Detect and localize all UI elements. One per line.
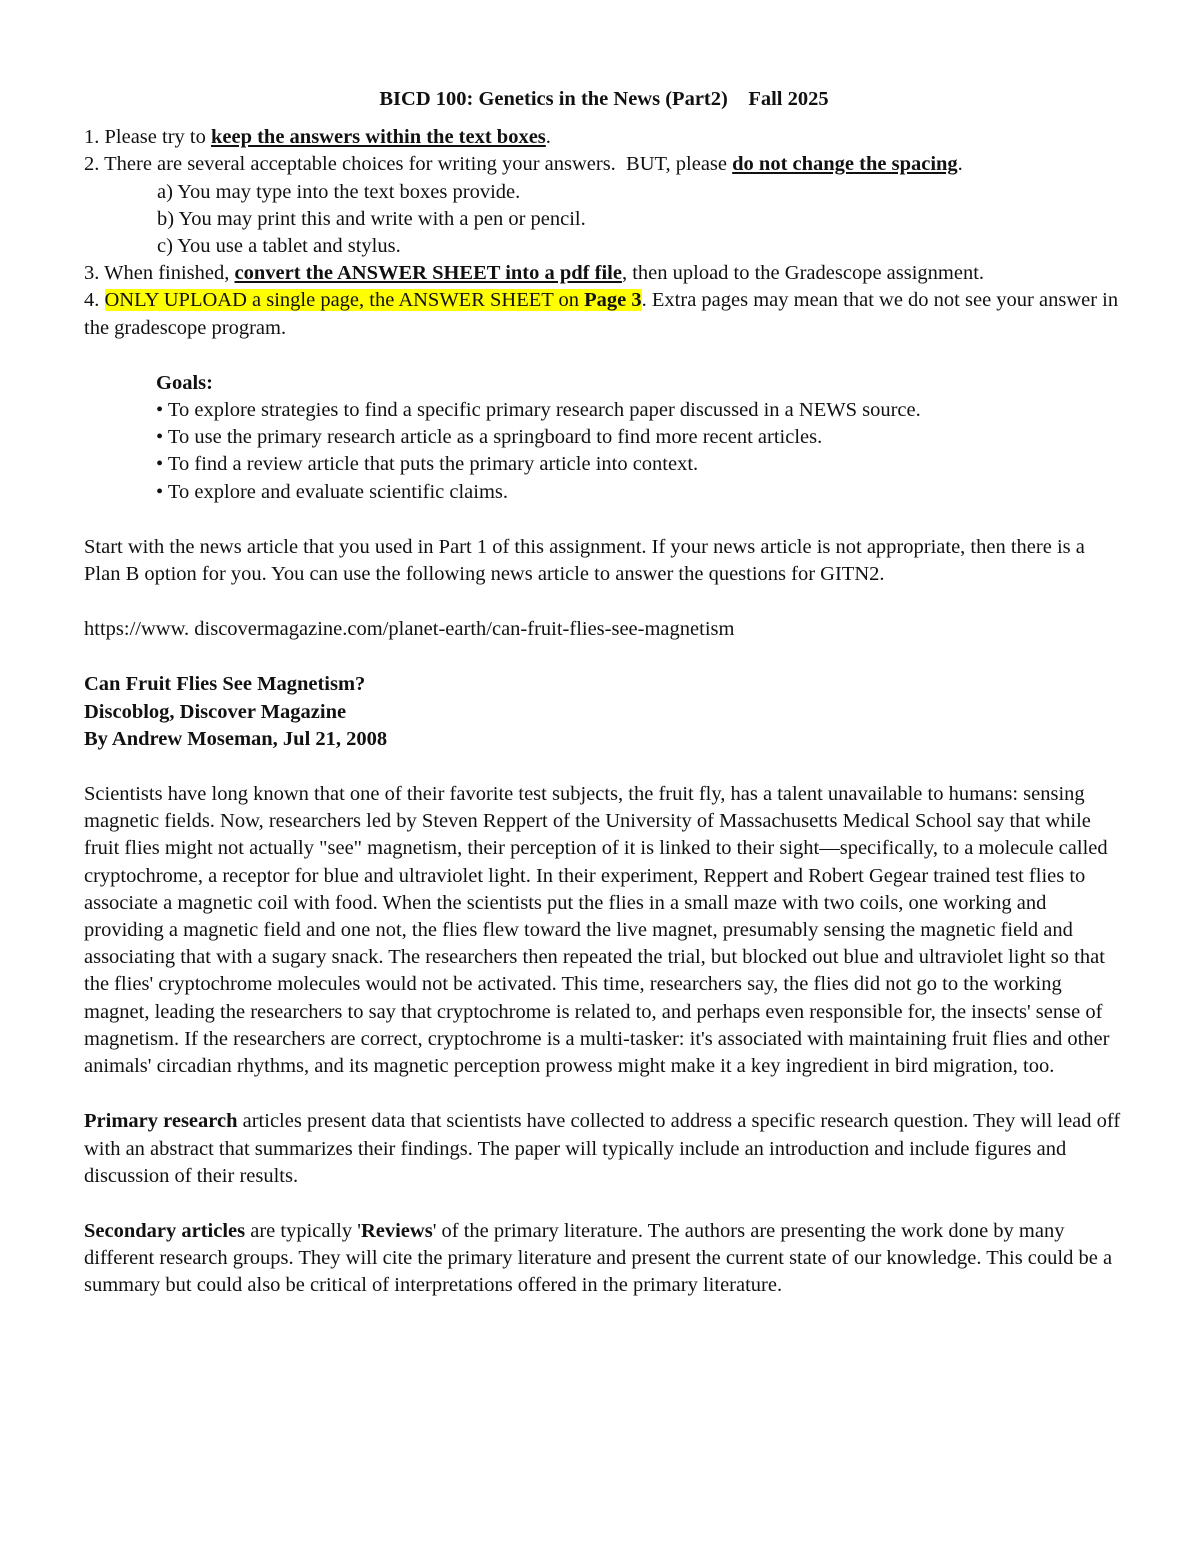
goals-heading: Goals: (156, 371, 213, 394)
instruction-1-end: . (545, 126, 551, 149)
instruction-4 (84, 287, 1124, 341)
instruction-1-emphasis: keep the answers within the text boxes (210, 126, 546, 149)
primary-research-text: articles present data that scientists have collected to address a specific research question. They will lead off with an abstract that summarizes their findings. The paper will typically include an introduction and include figures and discussion of their results. (84, 1110, 1121, 1187)
goal-item: • To use the primary research article as a springboard to find more recent articles. (156, 426, 823, 449)
secondary-articles-text: ' of the primary literature. The authors are presenting the work done by many different research groups. They will cite the primary literature and present the current state of our knowledge. This could be a summary but could also be critical of interpretations offered in the primary literature. (84, 1219, 1113, 1297)
primary-research-paragraph (84, 1108, 1124, 1190)
goal-item: • To explore and evaluate scientific claims. (156, 480, 509, 503)
instruction-3-emphasis: convert the ANSWER SHEET into a pdf file (234, 262, 622, 285)
option-a: a) You may type into the text boxes provide. (157, 180, 521, 203)
instruction-1 (84, 124, 1124, 151)
instruction-4-highlight-text: ONLY UPLOAD a single page, the ANSWER SHEET on (104, 289, 585, 312)
option-b: b) You may print this and write with a pen or pencil. (157, 207, 586, 230)
instruction-4-number: 4. (84, 289, 105, 312)
instruction-4-page-ref: Page 3 (584, 289, 642, 312)
article-headline: Can Fruit Flies See Magnetism? (84, 673, 366, 696)
article-byline: By Andrew Moseman, Jul 21, 2008 (84, 727, 388, 750)
article-body: Scientists have long known that one of their favorite test subjects, the fruit fly, has a talent unavailable to humans: sensing magnetic fields. Now, researchers led by Steven Reppert of the University of Massachusetts Medical School say that while fruit flies might not actually "see" magnetism, their perception of it is linked to their sight—specifically, to a molecule called cryptochrome, a receptor for blue and ultraviolet light. In their experiment, Reppert and Robert Gegear trained test flies to associate a magnetic coil with food. When the scientists put the flies in a small maze with two coils, one working and providing a magnetic field and one not, the flies flew toward the live magnet, presumably sensing the magnetic field and associating that with a sugary snack. The researchers then repeated the trial, but blocked out blue and ultraviolet light so that the flies' cryptochrome molecules would not be activated. This time, researchers say, the flies did not go to the working magnet, leading the researchers to say that cryptochrome is related to, and perhaps even responsible for, the insects' sense of magnetism. If the researchers are correct, cryptochrome is a multi-tasker: it's associated with maintaining fruit flies and other animals' circadian rhythms, and its magnetic perception prowess might make it a key ingredient in bird migration, too. (84, 783, 1110, 1078)
secondary-articles-term: Secondary articles (84, 1219, 246, 1242)
secondary-articles-mid: are typically ' (245, 1219, 361, 1242)
instruction-2-end: . (957, 153, 963, 176)
instruction-3-text: 3. When finished, (84, 262, 235, 285)
goal-item: • To explore strategies to find a specific primary research paper discussed in a NEWS source. (156, 399, 921, 422)
instruction-3-end: , then upload to the Gradescope assignment. (621, 262, 985, 285)
instruction-3 (84, 260, 1124, 287)
primary-research-term: Primary research (84, 1110, 238, 1133)
instruction-2 (84, 151, 1124, 178)
instruction-2-text: 2. There are several acceptable choices for writing your answers. BUT, please (84, 153, 733, 176)
reviews-term: Reviews (360, 1219, 433, 1242)
instruction-4-end: . Extra pages may mean that we do not see your answer in the gradescope program. (84, 289, 1119, 339)
option-c: c) You use a tablet and stylus. (157, 235, 401, 258)
instruction-4-highlight (105, 289, 642, 311)
instruction-2-emphasis: do not change the spacing (732, 153, 958, 176)
goal-item: • To find a review article that puts the primary article into context. (156, 453, 699, 476)
document-page (84, 86, 1124, 1300)
goals-section (84, 370, 1124, 506)
instruction-1-text: 1. Please try to (84, 126, 211, 149)
article-source: Discoblog, Discover Magazine (84, 700, 347, 723)
page-title: BICD 100: Genetics in the News (Part2) Fall 2025 (379, 88, 829, 110)
article-url[interactable]: https://www. discovermagazine.com/planet-earth/can-fruit-flies-see-magnetism (84, 618, 735, 641)
intro-paragraph: Start with the news article that you used in Part 1 of this assignment. If your news article is not appropriate, then there is a Plan B option for you. You can use the following news article to answer the questions for GITN2. (84, 535, 1085, 586)
secondary-articles-paragraph (84, 1218, 1124, 1300)
